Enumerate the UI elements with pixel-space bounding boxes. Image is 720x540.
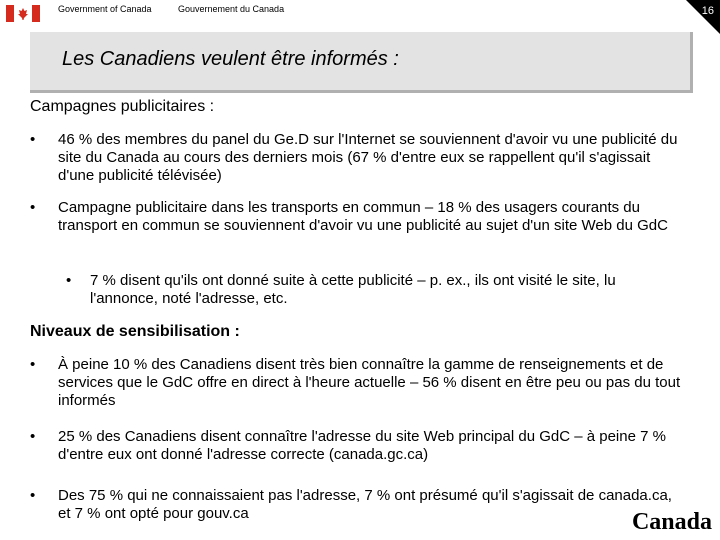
- bullet-icon: •: [30, 356, 36, 373]
- bullet-icon: •: [30, 487, 36, 504]
- bullet-icon: •: [30, 131, 36, 148]
- sub-bullet-text: 7 % disent qu'ils ont donné suite à cette publicité – p. ex., ils ont visité le site, lu l'annonce, noté l'adresse, etc.: [90, 272, 616, 307]
- government-english: Government of Canada: [58, 4, 152, 14]
- slide-title: Les Canadiens veulent être informés :: [62, 48, 399, 70]
- bullet-text: Des 75 % qui ne connaissaient pas l'adresse, 7 % ont présumé qu'il s'agissait de canada.ca, et 7 % ont opté pour gouv.ca: [58, 487, 672, 522]
- bullet-text: 46 % des membres du panel du Ge.D sur l'Internet se souviennent d'avoir vu une publicité du site du Canada au cours des derniers mois (67 % d'entre eux se rappellent qu'il s'agissait d'une publicité télévisée): [58, 131, 678, 184]
- canada-flag-icon: [6, 5, 40, 22]
- page-number: 16: [701, 5, 714, 17]
- bullet-text: À peine 10 % des Canadiens disent très bien connaître la gamme de renseignements et de services que le GdC offre en direct à l'heure actuelle – 56 % disent en être peu ou pas du tout informés: [58, 356, 681, 409]
- campaigns-heading: Campagnes publicitaires :: [30, 98, 215, 115]
- awareness-heading: Niveaux de sensibilisation :: [30, 323, 240, 340]
- government-french: Gouvernement du Canada: [178, 4, 285, 14]
- bullet-icon: •: [66, 272, 72, 289]
- title-bar: [30, 32, 693, 93]
- bullet-icon: •: [30, 199, 36, 216]
- bullet-text: Campagne publicitaire dans les transports en commun – 18 % des usagers courants du transport en commun se souviennent d'avoir vu une publicité au sujet d'un site Web du GdC: [58, 199, 668, 234]
- bullet-icon: •: [30, 428, 36, 445]
- canada-wordmark: Canada: [631, 509, 712, 535]
- bullet-text: 25 % des Canadiens disent connaître l'adresse du site Web principal du GdC – à peine 7 % d'entre eux ont donné l'adresse correcte (canada.gc.ca): [58, 428, 666, 463]
- header-bar: [0, 0, 720, 24]
